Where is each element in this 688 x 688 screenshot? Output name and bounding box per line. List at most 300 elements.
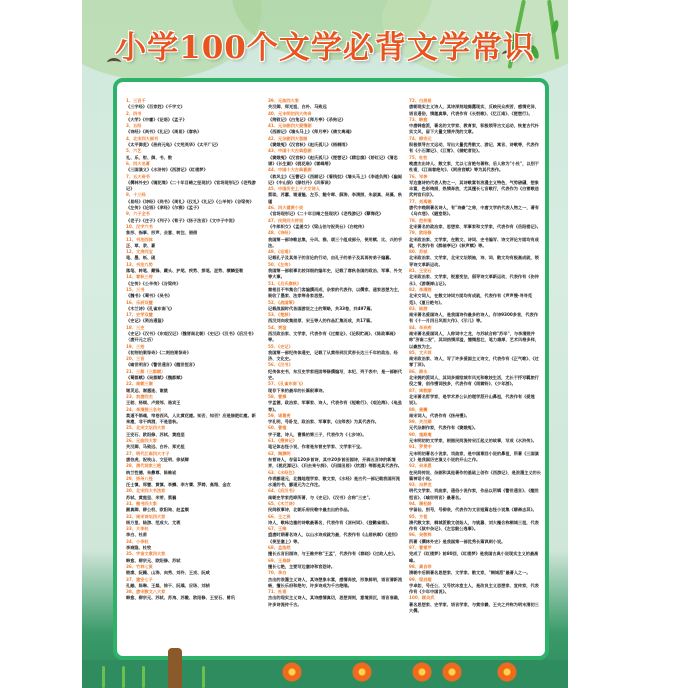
knowledge-item-heading: 84、辛弃疾 bbox=[409, 324, 432, 330]
knowledge-item-heading: 15、三书 bbox=[126, 286, 145, 292]
knowledge-item bbox=[126, 514, 258, 527]
knowledge-item bbox=[409, 501, 541, 514]
knowledge-item-body: 杰出的现实主义诗人，其诗感情真切，思想深刻，意境深沉，语言准确，许多诗流传千古。 bbox=[268, 595, 403, 607]
knowledge-item-heading: 46、四大谴责小说 bbox=[268, 205, 304, 211]
knowledge-item bbox=[409, 230, 541, 249]
knowledge-item-heading: 76、岑参 bbox=[409, 173, 428, 179]
knowledge-item-heading: 28、清代词家三绝 bbox=[126, 463, 162, 469]
knowledge-item-body: 《木兰诗》《孔雀东南飞》 bbox=[126, 305, 175, 311]
knowledge-item-heading: 81、王安石 bbox=[409, 268, 432, 274]
knowledge-item-body: 韩愈、柳宗元、欧阳修、苏轼 bbox=[126, 557, 181, 563]
knowledge-item bbox=[126, 249, 258, 262]
knowledge-item-heading: 55、《史记》 bbox=[268, 343, 293, 349]
knowledge-item-heading: 14、春秋三传 bbox=[126, 274, 153, 280]
knowledge-item bbox=[126, 488, 258, 501]
knowledge-item-heading: 31、楷书四大家 bbox=[126, 501, 157, 506]
knowledge-item-heading: 60、曹植 bbox=[268, 425, 287, 431]
knowledge-item-body: 莫道不销魂，帘卷西风，人比黄花瘦。知否，知否？应是绿肥红瘦。新来瘦，非干病酒，不是悲秋。 bbox=[126, 412, 256, 425]
knowledge-item-heading: 3、五经 bbox=[126, 123, 142, 129]
knowledge-item bbox=[126, 501, 258, 514]
knowledge-item-heading: 89、关汉卿 bbox=[409, 419, 432, 425]
knowledge-item-body: 中唐韩愈派，著名的文学家、教育家，积极领导古文运动，恢复古代朴实文风，留下大量文情并茂的文章。 bbox=[409, 123, 539, 135]
knowledge-item bbox=[268, 136, 403, 149]
knowledge-item-heading: 40、元末明初四大传奇 bbox=[268, 110, 312, 116]
knowledge-item-heading: 62、陶渊明 bbox=[268, 450, 291, 456]
knowledge-item-body: 《易经》《诗经》《尚书》《周礼》《仪礼》《礼记》《公羊传》《谷梁传》《左传》《论语》《孝经》《尔雅》《孟子》 bbox=[126, 198, 254, 211]
tree-trunk-decoration bbox=[168, 648, 182, 688]
knowledge-item-body: 象形、指事、形声、会意、转注、假借 bbox=[126, 230, 198, 236]
knowledge-item bbox=[409, 199, 541, 218]
knowledge-item bbox=[409, 136, 541, 155]
knowledge-item-heading: 54、贾谊 bbox=[268, 324, 287, 330]
knowledge-item bbox=[126, 262, 258, 275]
knowledge-item-body: 《大学》《中庸》《论语》《孟子》 bbox=[126, 116, 187, 122]
knowledge-item-body: 字孟德，政治家、军事家、诗人，代表作有《短歌行》、《观沧海》、《龟虽寿》。 bbox=[268, 400, 402, 412]
knowledge-item-body: 字卓如，号任公，又号饮冰室主人，是改良主义思想家、宣传家，代表作有《少年中国说》。 bbox=[409, 582, 539, 595]
knowledge-item bbox=[409, 463, 541, 482]
knowledge-item-heading: 34、小李杜 bbox=[126, 538, 149, 544]
knowledge-item bbox=[268, 381, 403, 394]
knowledge-item bbox=[409, 325, 541, 350]
knowledge-item-body: 李白、杜甫 bbox=[126, 532, 147, 538]
knowledge-item-heading: 98、龚自珍 bbox=[409, 563, 432, 569]
knowledge-item-heading: 58、曹操 bbox=[268, 393, 287, 399]
knowledge-item bbox=[409, 249, 541, 268]
knowledge-item-heading: 88、姜夔 bbox=[409, 406, 428, 412]
knowledge-item-body: 《初刻拍案惊奇》《二刻拍案惊奇》 bbox=[126, 349, 191, 355]
knowledge-item-body: 所著《儒林外史》是我国第一部优秀长篇讽刺小说。 bbox=[409, 538, 506, 544]
knowledge-item-body: 唐伯虎、祝枝山、文征明、徐祯卿 bbox=[126, 456, 189, 462]
knowledge-item-heading: 4、北宋四大部书 bbox=[126, 135, 159, 141]
knowledge-item bbox=[126, 539, 258, 552]
knowledge-item bbox=[126, 325, 258, 344]
knowledge-item-heading: 5、六艺 bbox=[126, 148, 142, 154]
knowledge-item bbox=[268, 186, 403, 205]
knowledge-item-heading: 48、《诗经》 bbox=[268, 230, 293, 236]
knowledge-item bbox=[126, 356, 258, 369]
orange-flower-decoration bbox=[442, 662, 462, 682]
knowledge-item-heading: 73、韩愈 bbox=[409, 116, 428, 122]
knowledge-item bbox=[126, 407, 258, 426]
orange-flower-decoration bbox=[282, 662, 302, 682]
knowledge-item-body: 王安石、欧阳修、苏轼、黄庭坚 bbox=[126, 431, 185, 437]
knowledge-item-body: 东晋诗人，存留120多首诗，其中20多首田园诗，开辟五言诗的新境界，《桃花源记》、《归去来兮辞》、《归园田居》《饮酒》等都是其代表作。 bbox=[268, 456, 402, 469]
knowledge-item-body: 西汉政治家、文学家，代表作有《过秦论》、《论积贮疏》、《陈政事疏》等。 bbox=[268, 330, 398, 343]
knowledge-item-body: 唐朝现实主义诗人，其诗深刻地揭露现实，反映民众疾苦，感情充沛，语言通俗，情趣真挚，代表作有《长恨歌》、《忆江南》、《琵琶行》。 bbox=[409, 104, 539, 116]
knowledge-item-body: 礼、乐、射、御、书、数 bbox=[126, 154, 173, 160]
knowledge-item-body: 擅长五言田园诗，与王维并称"王孟"，代表作有《春晓》《过故人庄》。 bbox=[268, 551, 398, 557]
knowledge-item bbox=[126, 551, 258, 564]
knowledge-item-heading: 6、四大名著 bbox=[126, 160, 150, 166]
knowledge-item-body: 《太平御览》《册府元龟》《文苑英华》《太平广记》 bbox=[126, 142, 221, 148]
knowledge-item-body: 元末明初的文学家，根据民间流传宋江起义的故事，写成《水浒传》。 bbox=[409, 438, 537, 444]
knowledge-item-body: 笔、墨、纸、砚 bbox=[126, 255, 156, 261]
knowledge-item-body: 南宋著名爱国诗人，是我国诗作最多的诗人，存诗9300多首，代表作有《十一月四日风雨大作》、《示儿》等。 bbox=[409, 312, 538, 324]
knowledge-item-body: 我国第一部诗歌总集，分风、雅、颂三个组成部分，使用赋、比、兴的手法。 bbox=[268, 236, 403, 248]
knowledge-item-body: 记载战国时代各国游说之士的策略，共33卷，共497篇。 bbox=[268, 305, 375, 311]
knowledge-item bbox=[268, 470, 403, 489]
knowledge-item-body: 关汉卿、马致远、白朴、郑光祖 bbox=[126, 444, 185, 450]
knowledge-item-heading: 22、南朝三谢 bbox=[126, 381, 153, 387]
knowledge-item-body: 北宋婉约派词人，其词多描绘城市风光和歌妓生活，尤长于抒写羁旅行役之情，创作慢词独多，代表作有《雨霖铃》、《少年游》。 bbox=[409, 375, 539, 387]
knowledge-item-heading: 85、文天祥 bbox=[409, 349, 432, 355]
grass-blade-decoration bbox=[142, 666, 145, 688]
knowledge-item bbox=[409, 98, 541, 117]
knowledge-item-body: 现存下来的最早的长篇叙事诗。 bbox=[268, 387, 327, 393]
knowledge-item-heading: 77、刘禹锡 bbox=[409, 198, 432, 204]
knowledge-item-heading: 1、三百千 bbox=[126, 98, 146, 103]
knowledge-item-body: 北宋政治家、文学家，北宋文坛领袖，诗、词、散文均有极高成就，领导诗文革新运动。 bbox=[409, 255, 539, 267]
knowledge-item-body: 李商隐、杜牧 bbox=[126, 545, 152, 551]
knowledge-item bbox=[126, 564, 258, 577]
knowledge-item bbox=[126, 589, 258, 602]
knowledge-item-heading: 69、王昌龄 bbox=[268, 557, 291, 563]
knowledge-item-heading: 7、五大奇书 bbox=[126, 173, 150, 179]
knowledge-item bbox=[268, 526, 403, 545]
knowledge-item-heading: 99、梁启超 bbox=[409, 576, 432, 582]
knowledge-item bbox=[409, 444, 541, 463]
knowledge-item bbox=[268, 148, 403, 167]
knowledge-item-body: 秦相吕不韦集合门客编撰而成，杂家的代表作，以儒家、道家思想为主，吸收了墨家、法家等各家思想。 bbox=[268, 286, 403, 299]
knowledge-item-heading: 2、四书 bbox=[126, 110, 142, 116]
knowledge-item-heading: 8、十三经 bbox=[126, 192, 146, 198]
knowledge-item-body: 完成了《红楼梦》前80回，《红楼梦》是我国古典小说现实主义的最高峰。 bbox=[409, 551, 539, 563]
knowledge-item-body: 北宋政治家、文学家，在散文、诗词、史书编写、诗文评论方面均有成就，代表作有《醉翁亭记》《秋声赋》等。 bbox=[409, 236, 539, 248]
knowledge-item-body: 嵇康、阮籍、山涛、向秀、刘伶、王戎、阮咸 bbox=[126, 570, 210, 576]
knowledge-item-heading: 42、元杂剧四大悲剧 bbox=[268, 135, 308, 141]
knowledge-item-body: 著名思想家、史学家、语言学家，与黄宗羲、王夫之并称为明末清初三大儒。 bbox=[409, 601, 539, 614]
knowledge-item-heading: 90、施耐庵 bbox=[409, 431, 432, 437]
orange-flower-decoration bbox=[352, 662, 372, 682]
orange-flower-decoration bbox=[497, 662, 517, 682]
knowledge-item-heading: 93、冯梦龙 bbox=[409, 482, 432, 488]
knowledge-item-body: 《诗经》《尚书》《礼记》《周易》《春秋》 bbox=[126, 129, 202, 135]
knowledge-item bbox=[268, 300, 403, 313]
knowledge-item bbox=[126, 312, 258, 325]
knowledge-item bbox=[126, 476, 258, 489]
knowledge-item-heading: 32、南宋诗坛四大家 bbox=[126, 513, 166, 519]
knowledge-item bbox=[409, 174, 541, 199]
knowledge-item-heading: 94、蒲松龄 bbox=[409, 501, 432, 506]
knowledge-item-body: 《官场现形记》《二十年目睹之怪现状》《老残游记》《孽海花》 bbox=[268, 211, 384, 217]
knowledge-item bbox=[126, 369, 258, 382]
knowledge-item-body: 盛唐时期著名诗人，以山水诗成就为最，代表作有《山居秋暝》《送别》《使至塞上》等。 bbox=[268, 532, 400, 544]
knowledge-item bbox=[268, 167, 403, 186]
content-frame bbox=[113, 78, 549, 660]
grass-blade-decoration bbox=[202, 666, 205, 688]
knowledge-item-body: 《窦娥冤》《汉宫秋》《赵氏孤儿》《琵琶记》《精忠旗》《娇红记》《清忠谱》《长生殿》《桃花扇》《雷峰塔》 bbox=[268, 154, 398, 166]
knowledge-item bbox=[126, 438, 258, 451]
knowledge-item-body: 《儒林外史》《镜花缘》《二十年目睹之怪现状》《官场现形记》《老残游记》 bbox=[126, 179, 256, 192]
knowledge-item-heading: 50、《左传》 bbox=[268, 261, 293, 267]
knowledge-item bbox=[126, 274, 258, 287]
knowledge-item-heading: 25、北宋文坛四大家 bbox=[126, 425, 166, 431]
knowledge-item-heading: 72、白居易 bbox=[409, 98, 432, 103]
knowledge-item-heading: 71、杜甫 bbox=[268, 589, 287, 595]
knowledge-item-body: 《牛郎织女》《孟姜女》《梁山伯与祝英台》《白蛇传》 bbox=[268, 223, 367, 229]
knowledge-item bbox=[268, 281, 403, 300]
knowledge-item-body: 明代文学家、戏曲家，通俗小说作家，作品以所辑《警世通言》、《醒世恒言》、《喻世明言》最著名。 bbox=[409, 488, 539, 500]
knowledge-item-body: 诗人，歌咏边塞的诗歌最著名，代表作有《凉州词》、《登鹳雀楼》。 bbox=[268, 519, 392, 525]
knowledge-item bbox=[268, 501, 403, 514]
knowledge-item-heading: 30、北宋四大书法家 bbox=[126, 488, 166, 494]
knowledge-item-heading: 49、《论语》 bbox=[268, 249, 293, 255]
knowledge-item-body: 晚唐杰出诗人、散文家，尤以七言绝句著称，后人称为"小杜"，以别于杜甫，《江南春绝句》、《阿房宫赋》等为其代表作。 bbox=[409, 160, 539, 173]
knowledge-item-body: 南宋词人，代表作有《扬州慢》。 bbox=[409, 412, 470, 418]
knowledge-item bbox=[409, 388, 541, 407]
knowledge-item-body: 《蜀都赋》《吴都赋》《魏都赋》 bbox=[126, 375, 185, 381]
knowledge-item-heading: 24、李清照三名句 bbox=[126, 406, 162, 412]
knowledge-item bbox=[126, 425, 258, 438]
content-column-1 bbox=[126, 98, 258, 602]
knowledge-item-body: 字孔明，号卧龙，政治家、军事家，《出师表》为其代表作。 bbox=[268, 419, 379, 425]
knowledge-item-heading: 64、《后汉书》 bbox=[268, 488, 297, 494]
knowledge-item bbox=[409, 432, 541, 445]
knowledge-item-body: 清朝中后期著名思想家、文学家、散文家，"桐城派"最著人之一。 bbox=[409, 570, 531, 576]
knowledge-item bbox=[409, 482, 541, 501]
knowledge-item bbox=[126, 161, 258, 174]
knowledge-item-heading: 23、初唐四杰 bbox=[126, 393, 153, 399]
knowledge-item-body: 字子建，诗人，曹操的第三子，代表作为《七步诗》。 bbox=[268, 431, 367, 437]
knowledge-item bbox=[409, 350, 541, 369]
knowledge-item bbox=[126, 381, 258, 394]
knowledge-item-heading: 43、中国十大古典悲剧 bbox=[268, 148, 312, 154]
knowledge-item bbox=[268, 249, 403, 262]
knowledge-item bbox=[126, 287, 258, 300]
knowledge-item-body: 南宋著名爱国词人，人称词中之龙，与苏轼合称"苏辛"，与李清照并称"济南二安"，其词热情洋溢，慷慨悲壮，笔力雄厚，艺术风格多样，以豪放为主。 bbox=[409, 330, 539, 349]
knowledge-item-body: 《史记》《资治通鉴》 bbox=[126, 318, 166, 324]
knowledge-item bbox=[409, 595, 541, 614]
knowledge-item-body: 《喻世明言》《警世通言》《醒世恒言》 bbox=[126, 362, 198, 368]
knowledge-item-heading: 19、三拍 bbox=[126, 343, 145, 349]
poster bbox=[82, 0, 568, 688]
knowledge-item bbox=[126, 211, 258, 224]
knowledge-item-heading: 87、周敦颐 bbox=[409, 387, 432, 393]
knowledge-item-heading: 51、《吕氏春秋》 bbox=[268, 280, 302, 286]
knowledge-item-heading: 96、吴敬梓 bbox=[409, 532, 432, 538]
knowledge-item-body: 西汉刘向收集屈原、宋玉等人的作品汇集而成，共17篇。 bbox=[268, 318, 375, 324]
knowledge-item bbox=[268, 438, 403, 451]
knowledge-item-body: 《西厢记》《墙头马上》《拜月亭》《倩女离魂》 bbox=[268, 129, 354, 135]
knowledge-item bbox=[409, 218, 541, 231]
knowledge-item-heading: 56、《汉书》 bbox=[268, 362, 293, 368]
knowledge-item-body: 《救风尘》《玉簪记》《西厢记》《看钱奴》《墙头马上》《李逵负荆》《幽闺记》《中山狼》《绿牡丹》《风筝误》 bbox=[268, 173, 402, 185]
knowledge-item-heading: 36、竹林七贤 bbox=[126, 563, 153, 569]
knowledge-item bbox=[268, 451, 403, 470]
knowledge-item-heading: 78、范仲淹 bbox=[409, 217, 432, 223]
knowledge-item bbox=[126, 111, 258, 124]
knowledge-item-heading: 45、中国历史上十大女诗人 bbox=[268, 186, 320, 192]
knowledge-item-heading: 100、顾炎武 bbox=[409, 595, 435, 601]
knowledge-item bbox=[126, 174, 258, 193]
knowledge-item-heading: 29、扬州八怪 bbox=[126, 475, 153, 481]
knowledge-item-heading: 33、大李杜 bbox=[126, 526, 149, 532]
knowledge-item bbox=[409, 514, 541, 533]
knowledge-item-body: 北宋著名的政治家、思想家、军事家和文学家，代表作有《岳阳楼记》。 bbox=[409, 223, 541, 229]
knowledge-item-heading: 13、书法九势 bbox=[126, 261, 153, 267]
knowledge-item-body: 纳兰性德、朱彝尊、陈维崧 bbox=[126, 469, 177, 475]
knowledge-item-body: 北宋女词人，在散文诗词方面均有成就，代表作有《声声慢·寻寻觅觅》、《夏日绝句》。 bbox=[409, 293, 533, 305]
knowledge-item-body: 《魏书》《蜀书》《吴书》 bbox=[126, 293, 173, 299]
grass-blade-decoration bbox=[102, 666, 105, 688]
poster-title: 小学100个文学必背文学常识 bbox=[115, 30, 535, 66]
knowledge-item-body: 《窦娥冤》《汉宫秋》《赵氏孤儿》《梧桐雨》 bbox=[268, 142, 350, 148]
knowledge-item-heading: 68、孟浩然 bbox=[268, 545, 291, 551]
knowledge-item bbox=[409, 532, 541, 545]
knowledge-item-heading: 83、陆游 bbox=[409, 305, 428, 311]
knowledge-item-body: 北宋政治家、文学家，锐意变法，倡导诗文革新运动，代表作有《伤仲永》、《游褒禅山记》。 bbox=[409, 274, 539, 286]
knowledge-item bbox=[268, 325, 403, 344]
knowledge-item-heading: 41、元杂剧四大爱情剧 bbox=[268, 123, 312, 129]
knowledge-item bbox=[268, 362, 403, 381]
knowledge-item-body: 杰出的浪漫主义诗人，其诗想象丰富，感情奔放，形象鲜明，语言清新流畅，擅长乐府和绝句，许多诗成为千古绝唱。 bbox=[268, 576, 403, 588]
knowledge-item bbox=[409, 287, 541, 306]
knowledge-item-heading: 20、三言 bbox=[126, 356, 145, 362]
knowledge-item bbox=[409, 407, 541, 420]
knowledge-item bbox=[409, 306, 541, 325]
knowledge-item bbox=[268, 205, 403, 218]
knowledge-item bbox=[126, 123, 258, 136]
knowledge-item-body: 作者郦道元，北魏地理学家、散文家，《水经》是古代一部记载我国河流水道的书，郦道元为之作注。 bbox=[268, 475, 400, 488]
knowledge-item-body: 我国第一部叙事比较详细的编年史，记载了春秋各国的政治、军事、外交等大事。 bbox=[268, 268, 403, 280]
knowledge-item-body: 笔记体志怪小说，作者是东晋史学家、文学家干宝。 bbox=[268, 444, 365, 450]
knowledge-item-body: 清代散文家，桐城派散文创始人，与姚鼐、刘大櫆合称桐城三祖，代表作有《狱中杂记》、《左忠毅公逸事》。 bbox=[409, 519, 539, 532]
knowledge-item-heading: 75、杜牧 bbox=[409, 154, 428, 160]
knowledge-item bbox=[409, 268, 541, 287]
knowledge-item bbox=[268, 514, 403, 527]
knowledge-item-body: 关汉卿、郑光祖、白朴、马致远 bbox=[268, 104, 327, 110]
knowledge-item-body: 记载孔子及其弟子的言论的行动，由孔子的弟子及其再传弟子编纂。 bbox=[268, 255, 394, 261]
knowledge-item-body: 纪传体史书，东汉史学家班固等修撰编写，本纪、列于表中，是一部断代史。 bbox=[268, 368, 403, 381]
orange-flower-decoration bbox=[412, 662, 432, 682]
knowledge-item-heading: 59、诸葛亮 bbox=[268, 412, 291, 418]
knowledge-item-body: 北宋著名哲学家，是学术界公认的理学派开山鼻祖，代表作有《爱莲说》。 bbox=[409, 393, 535, 406]
knowledge-item bbox=[268, 344, 403, 363]
knowledge-item bbox=[126, 224, 258, 237]
knowledge-item-heading: 92、吴承恩 bbox=[409, 463, 432, 469]
knowledge-item-heading: 80、苏轼 bbox=[409, 249, 428, 255]
knowledge-item-body: 苏轼、黄庭坚、米芾、蔡襄 bbox=[126, 494, 177, 500]
knowledge-item-heading: 39、元曲四大家 bbox=[268, 98, 299, 103]
knowledge-item bbox=[126, 98, 258, 111]
knowledge-item-heading: 70、李白 bbox=[268, 570, 287, 576]
knowledge-item-heading: 18、三史 bbox=[126, 324, 145, 330]
knowledge-item bbox=[409, 419, 541, 432]
knowledge-item-body: 民间叙事诗，北朝乐府民歌中最杰出的作品。 bbox=[268, 507, 352, 513]
knowledge-item-heading: 65、《木兰诗》 bbox=[268, 501, 297, 506]
knowledge-item-body: 字留仙，别号，号柳泉，代表作为文言短篇志怪小说集《聊斋志异》。 bbox=[409, 507, 537, 513]
knowledge-item bbox=[409, 577, 541, 596]
knowledge-item-heading: 79、欧阳修 bbox=[409, 230, 432, 236]
knowledge-item-heading: 16、乐府双璧 bbox=[126, 299, 153, 305]
knowledge-item-heading: 11、书法四体 bbox=[126, 236, 153, 242]
knowledge-item-heading: 82、李清照 bbox=[409, 286, 432, 292]
knowledge-item-body: 谢灵运、谢惠连、谢朓 bbox=[126, 387, 168, 393]
knowledge-item-body: 落笔、转笔、藏锋、藏头、护尾、疾势、掠笔、涩势、横鳞竖勒 bbox=[126, 268, 244, 274]
knowledge-item bbox=[268, 570, 403, 589]
knowledge-item-heading: 9、六子全书 bbox=[126, 211, 150, 217]
knowledge-item-body: 南朝史学家范晔所著，与《史记》、《汉书》合称"三史"。 bbox=[268, 494, 373, 500]
knowledge-item-heading: 26、元曲四大家 bbox=[126, 438, 157, 444]
knowledge-item bbox=[268, 230, 403, 249]
knowledge-item bbox=[409, 564, 541, 577]
knowledge-item-heading: 12、文房四宝 bbox=[126, 249, 153, 255]
knowledge-item-heading: 10、汉字六书 bbox=[126, 223, 153, 229]
knowledge-item-body: 积极领导古文运动，写出大量优秀散文、游记、寓言、诗歌等，代表作有《小石潭记》、《江雪》、《捕蛇者说》。 bbox=[409, 142, 539, 154]
knowledge-item-body: 《老子》《庄子》《列子》《荀子》《扬子法言》《文中子中说》 bbox=[126, 217, 237, 223]
knowledge-item-body: 擅长七绝，主要写边塞诗和宫怨诗。 bbox=[268, 563, 336, 569]
knowledge-item-body: 唐代中晚期著名诗人，有"诗豪"之称，中唐文学的代表人物之一，著有《乌衣巷》、《陋室铭》。 bbox=[409, 205, 539, 217]
knowledge-item-body: 《荆钗记》《白兔记》《拜月亭》《杀狗记》 bbox=[268, 116, 346, 122]
knowledge-item-body: 写边塞诗的代表人物之一，其诗歌富有浪漫主义特色，气势磅礴，想象丰富，色彩绚丽，热情奔放，尤其擅长七言歌行，代表作为《白雪歌送武判官归京》。 bbox=[409, 179, 539, 198]
knowledge-item-heading: 47、民间四大传说 bbox=[268, 217, 304, 223]
knowledge-item-body: 在民间传说、杂剧和其他著作的基础上创作《西游记》，是浪漫主义的长篇神话小说。 bbox=[409, 469, 541, 481]
knowledge-item-heading: 61、《搜神记》 bbox=[268, 438, 297, 444]
knowledge-item-heading: 97、曹雪芹 bbox=[409, 545, 432, 551]
content-column-2 bbox=[268, 98, 403, 608]
knowledge-item bbox=[268, 558, 403, 571]
knowledge-item-heading: 74、柳宗元 bbox=[409, 135, 432, 141]
knowledge-item-body: 南宋政治家、诗人，写了许多爱国主义诗文，代表作有《正气歌》、《过零丁洋》。 bbox=[409, 356, 539, 368]
knowledge-item-heading: 91、罗贯中 bbox=[409, 444, 432, 450]
grass-ground-decoration bbox=[82, 660, 568, 688]
content-column-3 bbox=[409, 98, 541, 614]
knowledge-item-heading: 66、王之涣 bbox=[268, 513, 291, 519]
knowledge-item-body: 元代杂剧作家，代表作有《窦娥冤》。 bbox=[409, 425, 479, 431]
knowledge-item-heading: 44、中国十大古典喜剧 bbox=[268, 167, 312, 173]
knowledge-item-body: 《左传》《公羊传》《谷梁传》 bbox=[126, 280, 181, 286]
knowledge-item bbox=[409, 545, 541, 564]
knowledge-item bbox=[268, 218, 403, 231]
knowledge-item-body: 我国第一部纪传体通史，记载了从黄帝到汉武帝长达三千年的政治、经济、文化史。 bbox=[268, 349, 398, 362]
knowledge-item-body: 孔融、陈琳、王粲、徐干、阮瑀、应玚、刘桢 bbox=[126, 582, 210, 588]
knowledge-item-heading: 67、王维 bbox=[268, 526, 287, 532]
knowledge-item bbox=[126, 148, 258, 161]
knowledge-item bbox=[268, 98, 403, 111]
knowledge-item-heading: 53、《楚辞》 bbox=[268, 312, 293, 318]
knowledge-item bbox=[268, 394, 403, 413]
knowledge-item bbox=[268, 413, 403, 426]
knowledge-item-body: 颜真卿、柳公权、欧阳询、赵孟頫 bbox=[126, 507, 189, 513]
knowledge-item bbox=[126, 237, 258, 250]
grass-blade-decoration bbox=[122, 666, 125, 688]
knowledge-item-heading: 17、史学双璧 bbox=[126, 312, 153, 318]
knowledge-item-heading: 37、建安七子 bbox=[126, 576, 153, 582]
knowledge-item bbox=[409, 117, 541, 136]
knowledge-item-body: 元末明初著名小说家、戏曲家，是中国章回小说的鼻祖，所著《三国演义》是我国历史演义小说的开山之作。 bbox=[409, 450, 539, 462]
knowledge-item bbox=[268, 262, 403, 281]
knowledge-item-heading: 86、柳永 bbox=[409, 368, 428, 374]
knowledge-item bbox=[268, 111, 403, 124]
knowledge-item bbox=[126, 300, 258, 313]
knowledge-item bbox=[126, 394, 258, 407]
knowledge-item bbox=[126, 344, 258, 357]
knowledge-item-heading: 35、宇宙文章四大家 bbox=[126, 551, 166, 557]
knowledge-item-body: 蔡琰、苏蕙、谢道韫、左芬、鲍令晖、薛涛、李清照、朱淑真、吴藻、秋瑾 bbox=[268, 192, 403, 204]
knowledge-item bbox=[126, 192, 258, 211]
knowledge-item bbox=[268, 545, 403, 558]
knowledge-item bbox=[268, 425, 403, 438]
knowledge-item-body: 王勃、杨炯、卢照邻、骆宾王 bbox=[126, 400, 181, 406]
knowledge-item-heading: 27、明代江南四大才子 bbox=[126, 450, 170, 456]
knowledge-item bbox=[126, 136, 258, 149]
knowledge-item bbox=[268, 312, 403, 325]
knowledge-item bbox=[409, 155, 541, 174]
knowledge-item-body: 《三字经》《百家姓》《千字文》 bbox=[126, 104, 185, 110]
knowledge-item bbox=[126, 577, 258, 590]
knowledge-item-heading: 63、《水经注》 bbox=[268, 469, 297, 475]
knowledge-item bbox=[126, 526, 258, 539]
